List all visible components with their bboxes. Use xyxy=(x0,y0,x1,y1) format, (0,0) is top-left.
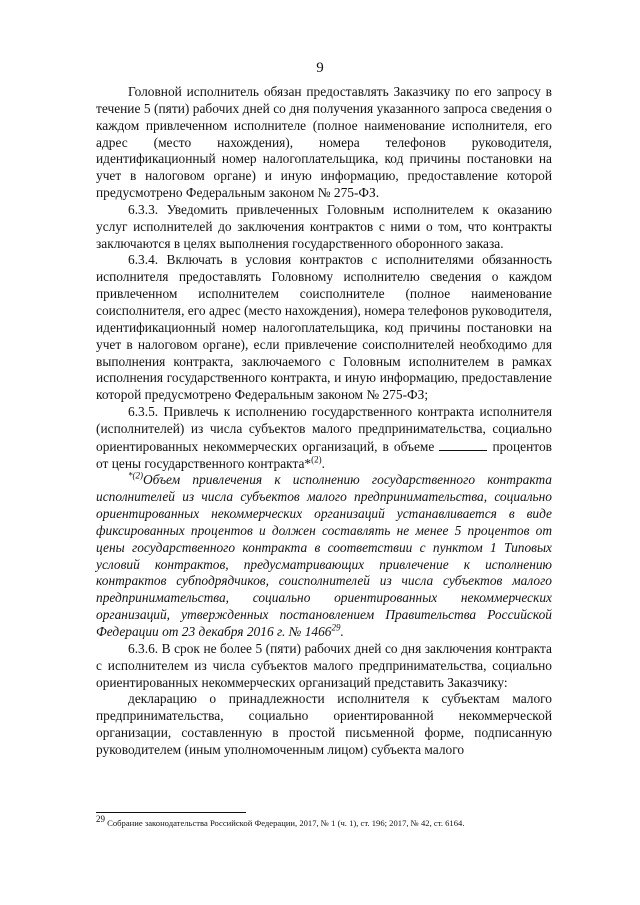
paragraph-6-3-5 xyxy=(96,404,552,472)
note-reference-marker: (2) xyxy=(311,454,322,465)
note-2-text: Объем привлечения к исполнению государственного контракта исполнителей из числа субъектов малого предпринимательства, социально ориентированных некоммерческих организаций устанавливается в виде фиксированных процентов и должен составлять не менее 5 процентов от цены государственного контракта в соответствии с пунктом 1 Типовых условий контрактов, предусматривающих привлечение к исполнению контрактов субподрядчиков, соисполнителей из числа субъектов малого предпринимательства, социально ориентированных некоммерческих организаций, утвержденных постановлением Правительства Российской Федерации от 23 декабря 2016 г. № 1466 xyxy=(96,472,552,639)
paragraph-head-executor-obligation: Головной исполнитель обязан предоставлять Заказчику по его запросу в течение 5 (пяти) рабочих дней со дня получения указанного запроса сведения о каждом привлеченном исполнителе (полное наименование исполнителя, его адрес (место нахождения), номера телефонов руководителя, идентификационный номер налогоплательщика, код причины постановки на учет в налоговом органе) и иную информацию, предоставление которой предусмотрено Федеральным законом № 275-ФЗ. xyxy=(96,84,552,201)
note-marker: *(2) xyxy=(128,470,143,481)
footnote-text: Собрание законодательства Российской Федерации, 2017, № 1 (ч. 1), ст. 196; 2017, № 42, ст. 6164. xyxy=(107,818,465,828)
footnote-reference-29: 29 xyxy=(331,622,341,633)
note-2-paragraph xyxy=(96,472,552,640)
paragraph-6-3-5-text: 6.3.5. Привлечь к исполнению государственного контракта исполнителя (исполнителей) из числа субъектов малого предпринимательства, социально ориентированных некоммерческих организаций, в объеме xyxy=(96,404,552,454)
footnote-divider xyxy=(96,812,246,813)
paragraph-declaration: декларацию о принадлежности исполнителя к субъектам малого предпринимательства, социально ориентированной некоммерческой организации, составленную в простой письменной форме, подписанную руководителем (иным уполномоченным лицом) субъекта малого xyxy=(96,691,552,757)
paragraph-6-3-3: 6.3.3. Уведомить привлеченных Головным исполнителем к оказанию услуг исполнителей до заключения контрактов с ними о том, что контракты заключаются в целях выполнения государственного оборонного заказа. xyxy=(96,201,552,251)
paragraph-6-3-6: 6.3.6. В срок не более 5 (пяти) рабочих дней со дня заключения контракта с исполнителем из числа субъектов малого предпринимательства, социально ориентированных некоммерческих организаций представить Заказчику: xyxy=(96,640,552,690)
footnote xyxy=(96,814,566,829)
percent-blank-field xyxy=(439,438,487,451)
paragraph-6-3-5-end: . xyxy=(321,455,325,471)
document-body xyxy=(96,84,552,759)
page-number: 9 xyxy=(316,60,324,76)
paragraph-6-3-4: 6.3.4. Включать в условия контрактов с исполнителями обязанность исполнителя предоставлять Головному исполнителю сведения о каждом привлеченном исполнителем соисполнителе (полное наименование соисполнителя, его адрес (место нахождения), номера телефонов руководителя, идентификационный номер налогоплательщика, код причины постановки на учет в налоговом органе), если привлечение соисполнителей необходимо для выполнения контракта, заключаемого с Головным исполнителем в рамках исполнения государственного контракта, и иную информацию, предоставление которой предусмотрено Федеральным законом № 275-ФЗ; xyxy=(96,252,552,403)
footnote-marker: 29 xyxy=(96,814,105,825)
note-2-end: . xyxy=(340,624,344,639)
paragraph-6-3-5-text-end: процентов от цены государственного контракта* xyxy=(96,438,552,471)
